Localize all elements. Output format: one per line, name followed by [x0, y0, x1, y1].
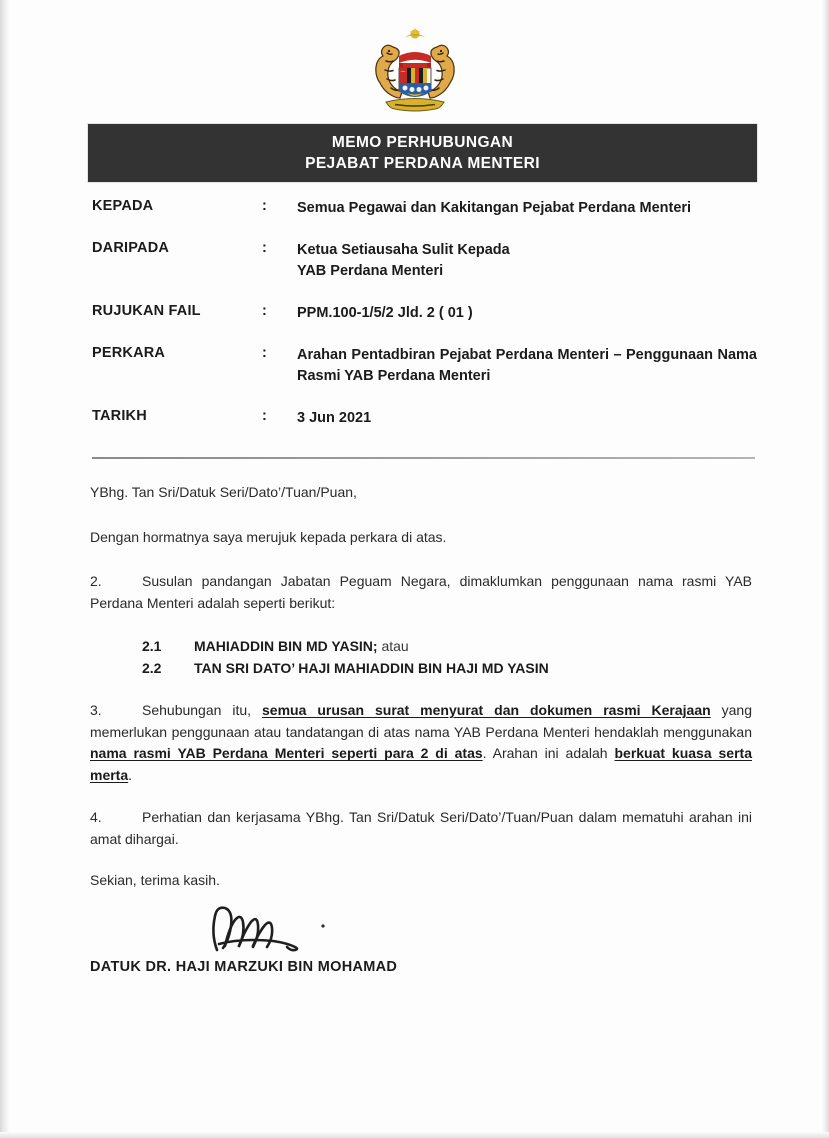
paragraph-4 [90, 807, 752, 850]
list-item-2-1-number: 2.1 [142, 637, 162, 654]
field-colon-tarikh: : [262, 408, 267, 425]
malaysia-coat-of-arms-icon [357, 26, 473, 124]
paragraph-3-emphasis-2: nama rasmi YAB Perdana Menteri seperti para 2 di atas [90, 745, 483, 762]
field-label-daripada: DARIPADA [92, 240, 170, 257]
paragraph-3-emphasis-1: semua urusan surat menyurat dan dokumen rasmi Kerajaan [262, 702, 711, 719]
paragraph-4-number: 4. [90, 808, 102, 825]
list-item-2-1-text [194, 635, 752, 658]
official-name-list [90, 635, 752, 680]
field-row-tarikh [92, 408, 757, 429]
closing-line: Sekian, terima kasih. [90, 872, 220, 889]
paragraph-3 [90, 700, 752, 787]
opening-paragraph: Dengan hormatnya saya merujuk kepada perkara di atas. [90, 528, 447, 545]
field-row-daripada [92, 240, 757, 282]
paragraph-3-text-a: Sehubungan itu, [142, 702, 263, 719]
page-edge-left [0, 0, 9, 1138]
field-label-tarikh: TARIKH [92, 408, 147, 425]
field-label-rujukan-fail: RUJUKAN FAIL [92, 303, 201, 320]
field-colon-kepada: : [262, 198, 267, 214]
field-label-kepada: KEPADA [92, 198, 154, 214]
field-label-perkara: PERKARA [92, 345, 166, 362]
field-value-daripada [297, 240, 757, 282]
paragraph-3-text-c: . Arahan ini adalah [482, 745, 615, 762]
memo-body [90, 482, 752, 912]
field-value-daripada-line-1: Ketua Setiausaha Sulit Kepada [297, 242, 510, 259]
signature-block [90, 900, 590, 975]
list-item-2-2-text [194, 657, 752, 680]
memo-header-fields [92, 198, 757, 450]
field-value-kepada: Semua Pegawai dan Kakitangan Pejabat Perdana Menteri [297, 200, 692, 216]
banner-title-line-1: MEMO PERHUBUNGAN [331, 133, 514, 151]
handwritten-signature-icon [195, 900, 375, 958]
paragraph-3-text-d: . [128, 767, 133, 784]
paragraph-2 [90, 571, 752, 614]
paragraph-3-emphasis-3: berkuat kuasa serta merta [90, 745, 752, 784]
page-edge-right [822, 0, 829, 1138]
tiger-left [375, 45, 401, 98]
field-row-rujukan-fail [92, 303, 757, 324]
tiger-right [428, 45, 454, 98]
field-value-tarikh: 3 Jun 2021 [297, 410, 372, 427]
paragraph-4-text: Perhatian dan kerjasama YBhg. Tan Sri/Datuk Seri/Dato’/Tuan/Puan dalam mematuhi arahan ini amat dihargai. [90, 808, 752, 847]
list-item-2-2-number: 2.2 [142, 660, 162, 677]
field-colon-daripada: : [262, 240, 267, 257]
field-value-daripada-line-2: YAB Perdana Menteri [297, 263, 444, 280]
list-item-2-1-name: MAHIADDIN BIN MD YASIN; [194, 637, 378, 654]
memo-title-banner [88, 124, 757, 182]
list-item-2-1-suffix: atau [377, 637, 409, 654]
list-item-2-1 [142, 635, 752, 658]
paragraph-3-text-b: yang memerlukan penggunaan atau tandatangan di atas nama YAB Perdana Menteri hendaklah menggunakan [90, 702, 752, 740]
list-item-2-2-name: TAN SRI DATO’ HAJI MAHIADDIN BIN HAJI MD YASIN [194, 660, 549, 677]
field-value-perkara: Arahan Pentadbiran Pejabat Perdana Menteri – Penggunaan Nama Rasmi YAB Perdana Menteri [297, 347, 757, 385]
field-colon-perkara: : [262, 345, 267, 362]
emblem-container [0, 0, 829, 129]
paragraph-2-text: Susulan pandangan Jabatan Peguam Negara, dimaklumkan penggunaan nama rasmi YAB Perdana Menteri adalah seperti berikut: [90, 573, 752, 612]
field-colon-rujukan-fail: : [262, 303, 267, 320]
paragraph-3-number: 3. [90, 702, 102, 719]
page-edge-bottom [0, 1132, 829, 1138]
header-separator-rule [92, 457, 755, 459]
signatory-name: DATUK DR. HAJI MARZUKI BIN MOHAMAD [90, 959, 398, 975]
field-row-kepada [92, 198, 757, 219]
salutation: YBhg. Tan Sri/Datuk Seri/Dato’/Tuan/Puan, [90, 484, 357, 500]
banner-title-line-2: PEJABAT PERDANA MENTERI [305, 155, 540, 172]
list-item-2-2 [142, 657, 752, 680]
field-value-rujukan-fail: PPM.100-1/5/2 Jld. 2 ( 01 ) [297, 305, 473, 322]
paragraph-2-number: 2. [90, 573, 102, 590]
field-row-perkara [92, 345, 757, 387]
